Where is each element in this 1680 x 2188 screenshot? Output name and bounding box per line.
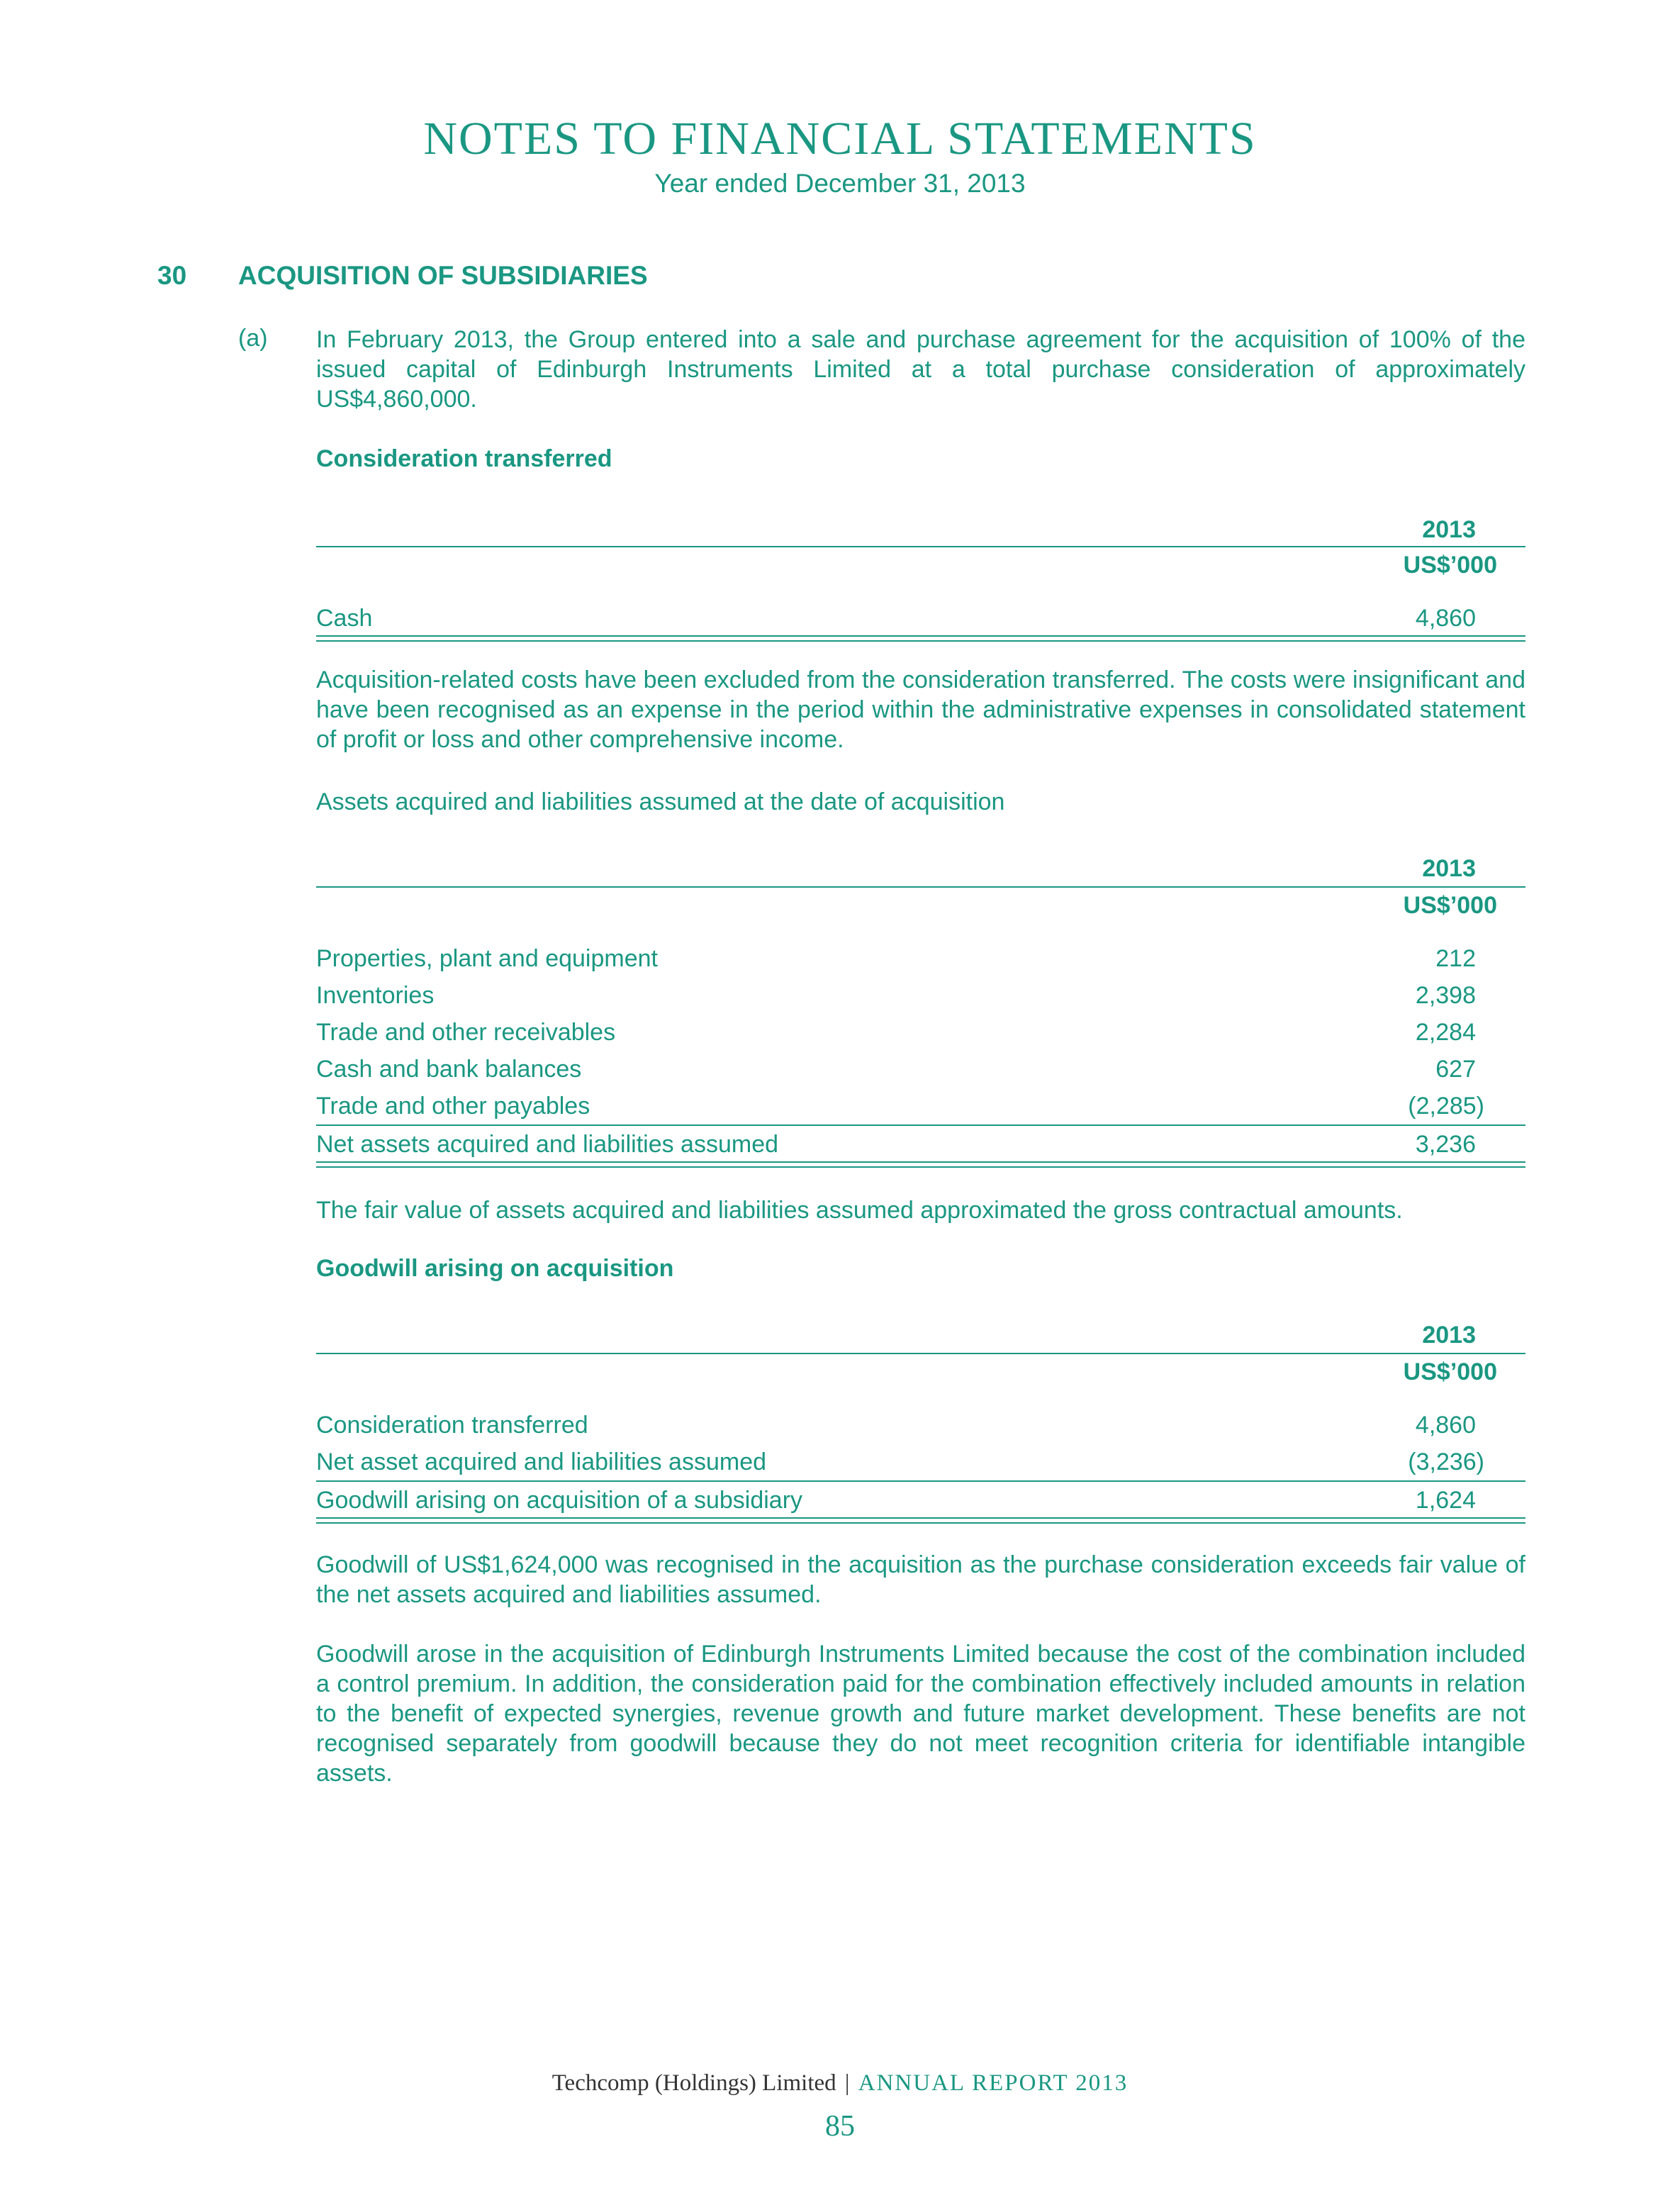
total-label: Net assets acquired and liabilities assumed (316, 1131, 779, 1158)
row-label: Consideration transferred (316, 1412, 588, 1439)
consideration-year-header: 2013 (1422, 516, 1476, 543)
consideration-heading: Consideration transferred (316, 445, 612, 472)
assets-heading: Assets acquired and liabilities assumed at the date of acquisition (316, 788, 1005, 815)
row-value: 2,398 (1415, 982, 1476, 1009)
row-label: Properties, plant and equipment (316, 945, 658, 972)
consideration-note: Acquisition-related costs have been excluded from the consideration transferred. The costs were insignificant and have been recognised as an expense in the period within the administrative expenses in consolidated statement of profit or loss and other comprehensive income. (316, 666, 1525, 753)
total-value: 1,624 (1415, 1487, 1476, 1514)
table-row (316, 1051, 1525, 1088)
assets-year-header: 2013 (1422, 855, 1476, 882)
table-row (316, 940, 1525, 977)
footer (0, 2070, 1680, 2097)
assets-unit-header: US$’000 (1403, 892, 1497, 919)
table-rule (316, 1353, 1525, 1354)
row-value: 4,860 (1415, 1412, 1476, 1439)
table-row (316, 1407, 1525, 1444)
goodwill-heading: Goodwill arising on acquisition (316, 1255, 674, 1282)
footer-separator: | (844, 2070, 850, 2096)
item-label: (a) (238, 325, 268, 352)
table-total-row (316, 1126, 1525, 1163)
table-row (316, 1444, 1525, 1480)
table-row (316, 977, 1525, 1014)
total-label: Goodwill arising on acquisition of a subsidiary (316, 1487, 803, 1514)
total-value: 3,236 (1415, 1131, 1476, 1158)
note-number: 30 (157, 261, 187, 290)
goodwill-note-1: Goodwill of US$1,624,000 was recognised in the acquisition as the purchase consideration exceeds fair value of the net assets acquired and liabilities assumed. (316, 1551, 1525, 1608)
table-total-row (316, 1482, 1525, 1519)
table-rule (316, 546, 1525, 547)
consideration-unit-header: US$’000 (1403, 552, 1497, 579)
row-label: Inventories (316, 982, 435, 1009)
page-number: 85 (825, 2110, 855, 2143)
row-value: (3,236) (1408, 1449, 1484, 1475)
row-label: Trade and other payables (316, 1093, 590, 1120)
row-label: Net asset acquired and liabilities assumed (316, 1449, 767, 1475)
row-label: Cash and bank balances (316, 1056, 582, 1083)
row-value: 4,860 (1415, 605, 1476, 632)
row-value: 2,284 (1415, 1019, 1476, 1046)
table-double-rule (316, 635, 1525, 642)
intro-paragraph: In February 2013, the Group entered into a sale and purchase agreement for the acquisition of 100% of the issued capital of Edinburgh Instruments Limited at a total purchase consideration of approximately US$4,860,000. (316, 326, 1525, 413)
page-title: NOTES TO FINANCIAL STATEMENTS (423, 113, 1257, 164)
goodwill-note-2: Goodwill arose in the acquisition of Edinburgh Instruments Limited because the cost of the combination included a control premium. In addition, the consideration paid for the combination effectively included amounts in relation to the benefit of expected synergies, revenue growth and future market development. These benefits are not recognised separately from goodwill because they do not meet recognition criteria for identifiable intangible assets. (316, 1641, 1525, 1787)
goodwill-unit-header: US$’000 (1403, 1358, 1497, 1385)
footer-report-title: ANNUAL REPORT 2013 (858, 2070, 1129, 2096)
row-value: (2,285) (1408, 1093, 1484, 1120)
table-row (316, 1014, 1525, 1051)
footer-company: Techcomp (Holdings) Limited (551, 2070, 836, 2096)
row-label: Cash (316, 605, 373, 632)
table-rule (316, 886, 1525, 888)
table-row (316, 1088, 1525, 1124)
assets-note: The fair value of assets acquired and liabilities assumed approximated the gross contractual amounts. (316, 1197, 1403, 1224)
row-label: Trade and other receivables (316, 1019, 616, 1046)
table-double-rule (316, 1517, 1525, 1524)
page-subtitle: Year ended December 31, 2013 (654, 169, 1026, 198)
row-value: 627 (1435, 1056, 1476, 1083)
note-title: ACQUISITION OF SUBSIDIARIES (238, 261, 648, 290)
goodwill-year-header: 2013 (1422, 1322, 1476, 1349)
table-row (316, 600, 1525, 637)
row-value: 212 (1435, 945, 1476, 972)
table-double-rule (316, 1161, 1525, 1168)
